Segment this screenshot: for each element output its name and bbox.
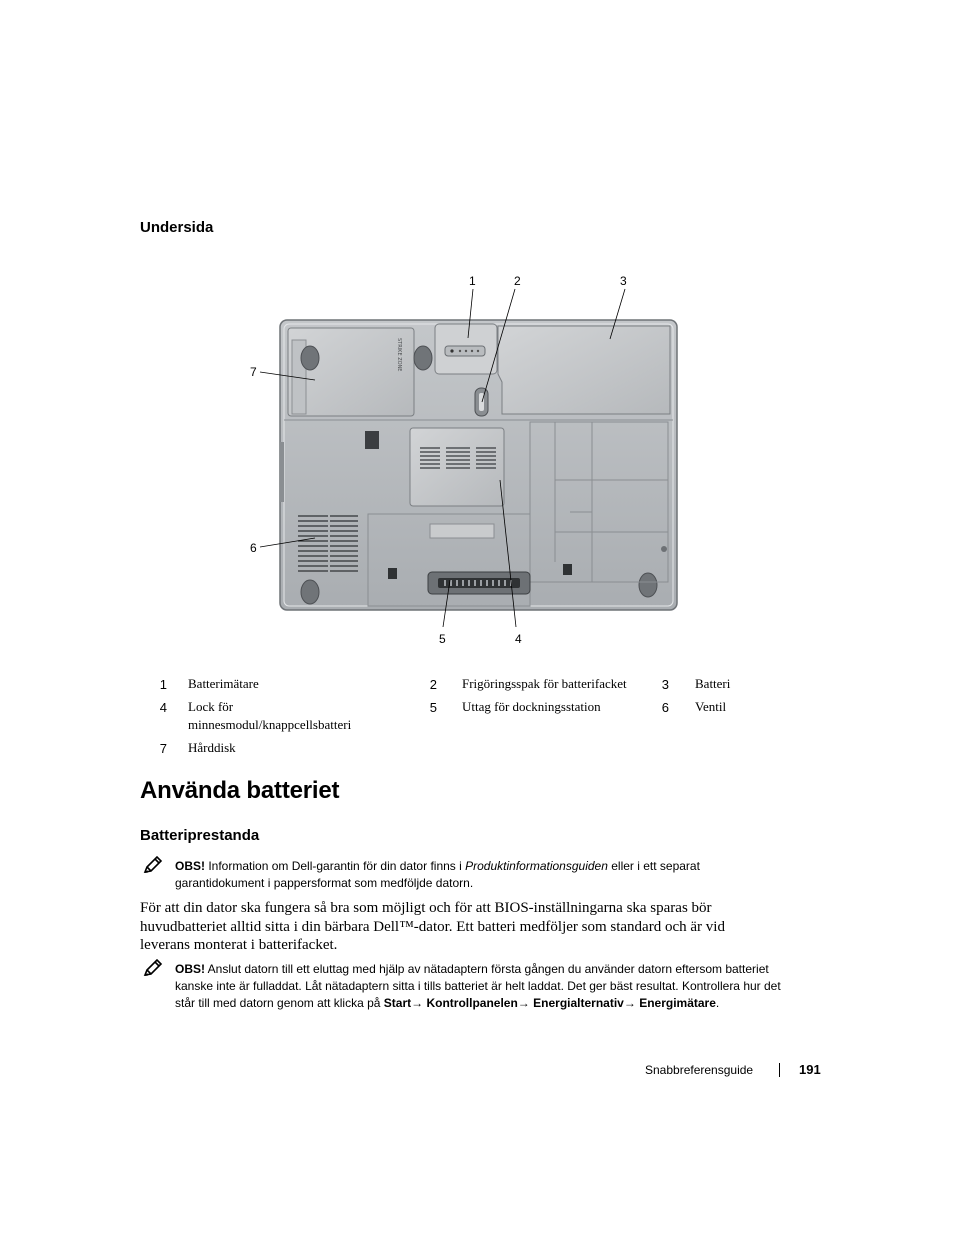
indicator-square xyxy=(365,431,379,449)
body-paragraph: För att din dator ska fungera så bra som möjligt och för att BIOS-inställningarna ska sparas bör huvudbatteriet alltid sitta i din bärbara Dell™-dator. Ett batteri medföljer som standard och är vid leverans monterat i batterifacket. xyxy=(140,900,725,953)
part-label: Frigöringsspak för batterifacket xyxy=(462,676,627,691)
part-number: 4 xyxy=(159,700,167,715)
rubber-foot xyxy=(414,346,432,370)
part-number: 2 xyxy=(429,677,437,692)
small-square xyxy=(563,564,572,575)
callout-6: 6 xyxy=(250,541,257,555)
part-number: 5 xyxy=(429,700,437,715)
part-label: Hårddisk xyxy=(188,740,236,755)
footer-guide-title: Snabbreferensguide xyxy=(645,1063,754,1077)
menu-path-item: Kontrollpanelen xyxy=(426,996,518,1010)
document-title: Produktinformationsguiden xyxy=(465,859,608,873)
part-number: 3 xyxy=(661,677,669,692)
note-2-line-1: OBS! Anslut datorn till ett eluttag med hjälp av nätadaptern första gången du använder datorn eftersom batteriet xyxy=(175,962,769,976)
part-label: Batteri xyxy=(695,676,731,691)
part-label: Lock för xyxy=(188,699,234,714)
memory-module-cover xyxy=(410,428,504,506)
rubber-foot xyxy=(301,346,319,370)
footer-separator xyxy=(779,1063,780,1077)
menu-path-item: Energimätare xyxy=(639,996,716,1010)
note-label: OBS! xyxy=(175,859,205,873)
menu-path-arrow: → xyxy=(517,996,530,1010)
section-title: Undersida xyxy=(140,219,214,236)
laptop-underside-figure xyxy=(230,262,700,652)
menu-path-item: Energialternativ xyxy=(533,996,624,1010)
part-label: Ventil xyxy=(695,699,727,714)
callout-3: 3 xyxy=(620,274,627,288)
note-label: OBS! xyxy=(175,962,205,976)
menu-path-arrow: → xyxy=(623,996,636,1010)
subsection-heading: Batteriprestanda xyxy=(140,827,260,844)
note-1-line-2: garantidokument i pappersformat som medföljde datorn. xyxy=(175,876,474,890)
callout-7: 7 xyxy=(250,365,257,379)
note-pencil-icon xyxy=(142,959,164,977)
part-label: Uttag för dockningsstation xyxy=(462,699,601,714)
part-label-continued: minnesmodul/knappcellsbatteri xyxy=(188,717,352,732)
callout-4: 4 xyxy=(515,632,522,646)
note-2-line-2: kanske inte är fulladdat. Låt nätadaptern sitta i tills batteriet är helt laddat. Det ger bäst resultat. Kontrollera hur det xyxy=(175,979,781,993)
page-number: 191 xyxy=(799,1062,821,1077)
part-label: Batterimätare xyxy=(188,676,259,691)
note-1 xyxy=(175,858,835,892)
menu-path-item: Start xyxy=(383,996,412,1010)
hard-drive-label-text xyxy=(396,338,402,371)
hard-drive-cover xyxy=(288,328,414,416)
callout-1: 1 xyxy=(469,274,476,288)
callout-2: 2 xyxy=(514,274,521,288)
menu-path-arrow: → xyxy=(411,996,424,1010)
rubber-foot xyxy=(639,573,657,597)
battery-cover xyxy=(498,326,670,414)
small-square xyxy=(388,568,397,579)
note-1-line-1: OBS! Information om Dell-garantin för din dator finns i Produktinformationsguiden eller i ett separat xyxy=(175,859,700,873)
note-2-line-3: står till med datorn genom att klicka på Start→ Kontrollpanelen→ Energialternativ→ Energimätare. xyxy=(175,996,720,1010)
rubber-foot xyxy=(301,580,319,604)
part-number: 6 xyxy=(661,700,669,715)
note-2 xyxy=(175,961,835,1012)
callout-5: 5 xyxy=(439,632,446,646)
chapter-heading: Använda batteriet xyxy=(140,777,340,804)
svg-text:STRIKE ZONE: STRIKE ZONE xyxy=(396,338,402,372)
note-pencil-icon xyxy=(142,856,164,874)
part-number: 7 xyxy=(159,741,167,756)
part-number: 1 xyxy=(159,677,167,692)
